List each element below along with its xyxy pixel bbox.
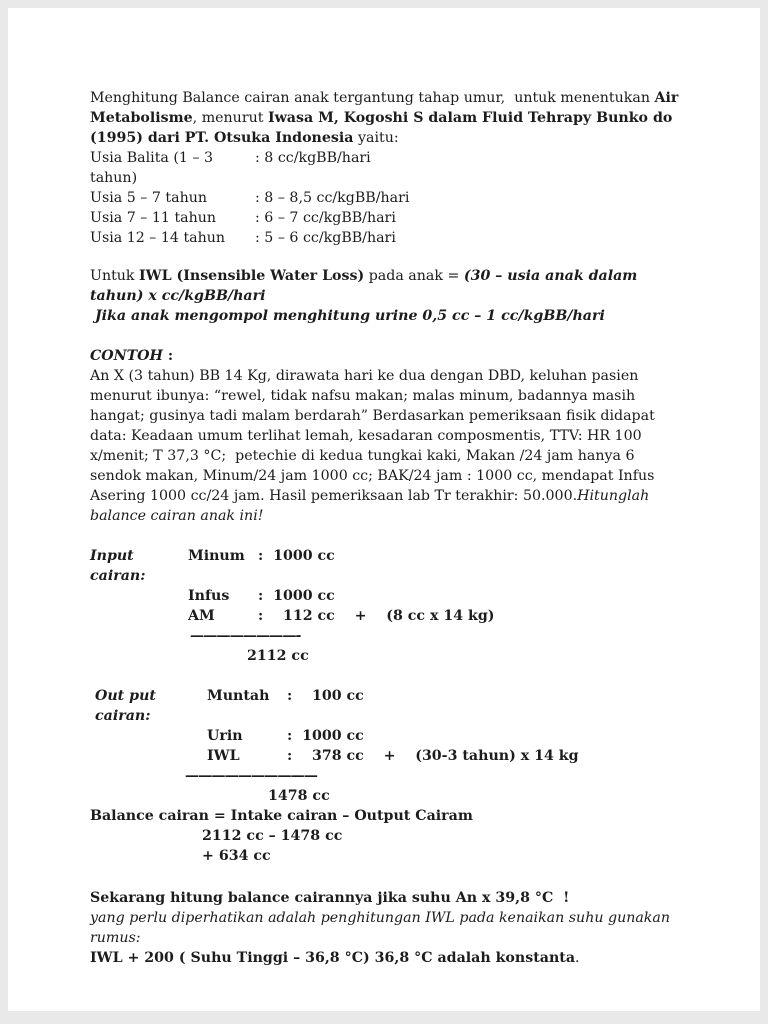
calc-item-name: Minum xyxy=(188,548,245,564)
input-cairan-block xyxy=(90,546,684,666)
age-dosage-value: : 8 – 8,5 cc/kgBB/hari xyxy=(255,190,410,206)
closing-period: . xyxy=(575,950,580,966)
output-cairan-block xyxy=(95,686,684,806)
calc-item-name: IWL xyxy=(207,748,240,764)
age-dosage-row xyxy=(90,228,684,248)
calc-row-am xyxy=(90,606,684,626)
calc-label-spacer xyxy=(90,586,188,606)
calc-item-value: : 1000 cc xyxy=(287,728,364,744)
output-total-value: 1478 cc xyxy=(268,788,330,804)
age-dosage-row xyxy=(90,148,684,188)
sum-divider-line: ————————- xyxy=(190,628,301,644)
balance-subtraction-line: 2112 cc – 1478 cc xyxy=(202,828,343,844)
calc-item-name: Urin xyxy=(207,728,243,744)
calc-item-name: Muntah xyxy=(207,688,270,704)
calc-item-name: AM xyxy=(188,608,215,624)
case-paragraph xyxy=(90,366,684,526)
document-page xyxy=(8,8,760,1011)
calc-item-value: : 378 cc + (30-3 tahun) x 14 kg xyxy=(287,748,579,764)
intro-bold-reference: Iwasa M, Kogoshi S dalam Fluid Tehrapy Bunko do (1995) dari PT. Otsuka Indonesia xyxy=(90,110,678,146)
input-total-value: 2112 cc xyxy=(247,648,309,664)
calc-item-value: : 112 cc + (8 cc x 14 kg) xyxy=(258,608,495,624)
age-dosage-value: : 6 – 7 cc/kgBB/hari xyxy=(255,210,396,226)
iwl-mengompol-note: Jika anak mengompol menghitung urine 0,5 cc – 1 cc/kgBB/hari xyxy=(90,308,605,324)
intro-text-3: yaitu: xyxy=(353,130,399,146)
input-cairan-label: Input cairan: xyxy=(90,548,146,584)
intro-bold-air-metabolisme: Air Metabolisme xyxy=(90,90,684,126)
calc-label-spacer xyxy=(95,746,207,766)
age-dosage-row xyxy=(90,188,684,208)
calc-row-minum xyxy=(90,546,684,586)
calc-label-spacer xyxy=(95,726,207,746)
iwl-section xyxy=(90,266,684,326)
contoh-heading-row xyxy=(90,346,684,366)
intro-text-1: Menghitung Balance cairan anak tergantung tahap umur, untuk menentukan xyxy=(90,90,655,106)
age-range-label: Usia Balita (1 – 3 tahun) xyxy=(90,150,218,186)
iwl-text-1: Untuk xyxy=(90,268,140,284)
calc-row-muntah xyxy=(95,686,684,726)
case-instruction-italic: Hitunglah balance cairan anak ini! xyxy=(90,488,654,524)
calc-row-infus xyxy=(90,586,684,606)
age-dosage-value: : 5 – 6 cc/kgBB/hari xyxy=(255,230,396,246)
calc-row-urin xyxy=(95,726,684,746)
closing-note-italic: yang perlu diperhatikan adalah penghitungan IWL pada kenaikan suhu gunakan rumus: xyxy=(90,910,675,946)
age-range-label: Usia 7 – 11 tahun xyxy=(90,210,217,226)
calc-label-spacer xyxy=(90,606,188,626)
balance-result-line: + 634 cc xyxy=(202,848,271,864)
calc-item-value: : 1000 cc xyxy=(258,548,335,564)
age-dosage-row xyxy=(90,208,684,228)
calc-item-value: : 100 cc xyxy=(287,688,364,704)
iwl-paragraph xyxy=(90,266,684,306)
iwl-text-2: pada anak = xyxy=(364,268,464,284)
age-range-label: Usia 12 – 14 tahun xyxy=(90,230,226,246)
case-text: An X (3 tahun) BB 14 Kg, dirawata hari ke dua dengan DBD, keluhan pasien menurut ibunya: “rewel, tidak nafsu makan; malas minum, badannya masih hangat; gusinya tadi malam berdarah” Berdasarkan pemeriksaan fisik didapat data: Keadaan umum terlihat lemah, kesadaran composmentis, TTV: HR 100 x/menit; T 37,3 °C; petechie di kedua tungkai kaki, Makan /24 jam hanya 6 sendok makan, Minum/24 jam 1000 cc; BAK/24 jam : 1000 cc, mendapat Infus Asering 1000 cc/24 jam. Hasil pemeriksaan lab Tr terakhir: 50.000. xyxy=(90,368,660,504)
calc-item-value: : 1000 cc xyxy=(258,588,335,604)
age-range-label: Usia 5 – 7 tahun xyxy=(90,190,207,206)
calc-item-name: Infus xyxy=(188,588,230,604)
balance-formula-line: Balance cairan = Intake cairan – Output Cairam xyxy=(90,808,473,824)
contoh-heading: CONTOH xyxy=(90,348,163,364)
sum-divider-line: —————————— xyxy=(185,768,317,784)
intro-paragraph xyxy=(90,88,684,148)
contoh-colon: : xyxy=(162,348,174,364)
closing-formula-line xyxy=(90,948,684,968)
output-cairan-label: Out put cairan: xyxy=(95,688,161,724)
iwl-bold-term: IWL (Insensible Water Loss) xyxy=(139,268,365,284)
balance-section xyxy=(90,806,684,866)
iwl-formula: (30 – usia anak dalam tahun) x cc/kgBB/hari xyxy=(90,268,643,304)
age-dosage-value: : 8 cc/kgBB/hari xyxy=(255,150,371,166)
age-dosage-list xyxy=(90,148,684,248)
closing-section xyxy=(90,888,684,968)
intro-text-2: , menurut xyxy=(192,110,268,126)
closing-formula-bold: IWL + 200 ( Suhu Tinggi – 36,8 °C) 36,8 °C adalah konstanta xyxy=(90,950,576,966)
calc-row-iwl xyxy=(95,746,684,766)
closing-exercise-line: Sekarang hitung balance cairannya jika suhu An x 39,8 °C ! xyxy=(90,890,570,906)
